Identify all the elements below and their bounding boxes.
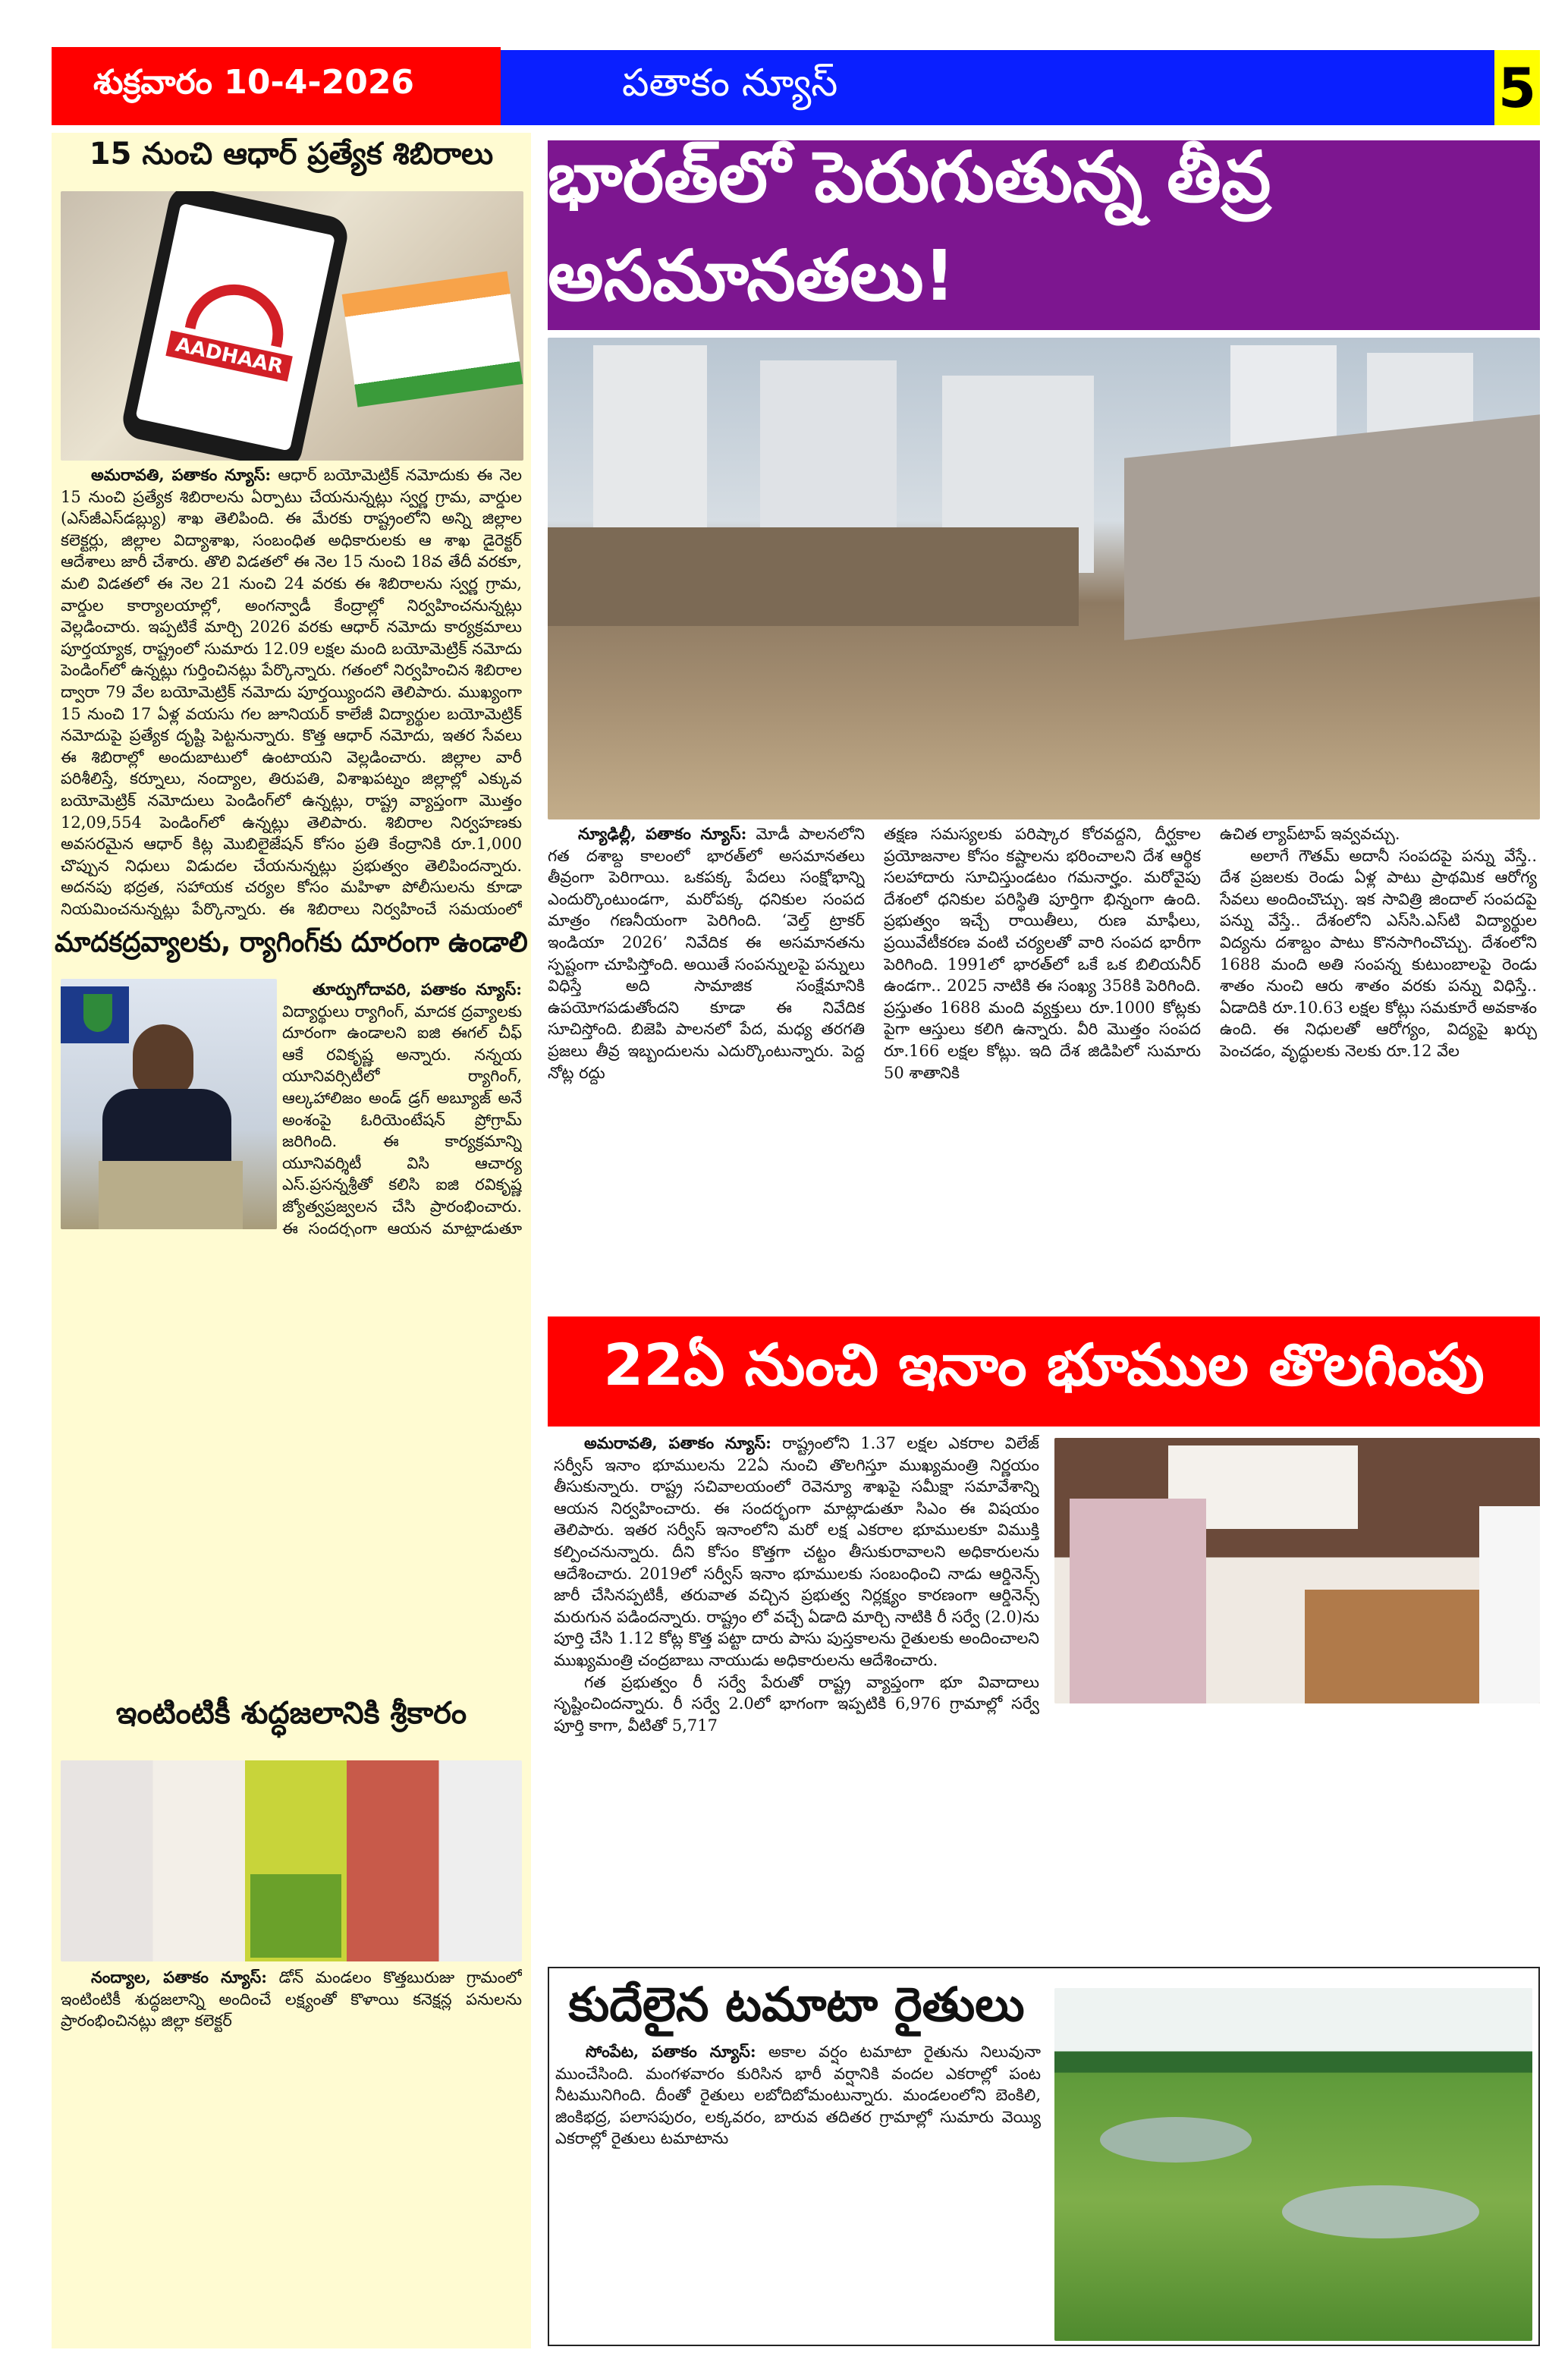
phone-image	[119, 191, 350, 461]
aadhaar-logo-text: AADHAAR	[165, 331, 292, 382]
ragging-headline-text: మాదకద్రవ్యాలకు, ర్యాగింగ్‌కు దూరంగా ఉండాలి	[55, 926, 528, 958]
ragging-headline	[55, 926, 528, 968]
aadhaar-photo	[61, 191, 523, 461]
page-number	[1494, 50, 1540, 125]
inam-text-2: గత ప్రభుత్వం రీ సర్వే పేరుతో రాష్ట్ర వ్యాప్తంగా భూ వివాదాలు సృష్టించిందన్నారు. రీ సర్వే 2.0లో భాగంగా ఇప్పటికి 6,976 గ్రామాల్లో సర్వే పూర్తి కాగా, వీటితో 5,717	[554, 1672, 1039, 1735]
puja-setup	[250, 1874, 341, 1958]
police-emblem-icon	[83, 994, 112, 1032]
page-number-text: 5	[1497, 55, 1537, 120]
aadhaar-card-image	[342, 271, 523, 407]
chief-minister	[1479, 1506, 1540, 1703]
inequality-headline	[548, 137, 1540, 330]
aadhaar-body	[61, 464, 522, 920]
masthead-title	[501, 50, 1494, 125]
inequality-headline-text: భారత్‌లో పెరుగుతున్న తీవ్ర అసమానతలు!	[548, 137, 1271, 316]
tomato-dateline: సోంపేట, పతాకం న్యూస్:	[586, 2042, 756, 2061]
inam-dateline: అమరావతి, పతాకం న్యూస్:	[584, 1433, 771, 1452]
ragging-text: విద్యార్థులు ర్యాగింగ్, మాదక ద్రవ్యాలకు దూరంగా ఉండాలని ఐజి ఈగల్ చీఫ్ ఆకే రవికృష్ణ అన్నారు. నన్నయ యూనివర్సిటీలో ర్యాగింగ్, ఆల్కహాలిజం అండ్ డ్రగ్ అబ్యూజ్ అనే అంశంపై ఓరియెంటేషన్ ప్రోగ్రామ్ జరిగింది. ఈ కార్యక్రమాన్ని యూనివర్శిటీ విసి ఆచార్య ఎస్.ప్రసన్నశ్రీతో కలిసి ఐజి రవికృష్ణ జ్యోత్వప్రజ్వలన చేసి ప్రారంభించారు. ఈ సందర్భంగా ఆయన మాట్లాడుతూ	[282, 1002, 522, 1237]
slum-huts	[548, 527, 1079, 626]
date-text: శుక్రవారం 10-4-2026	[93, 62, 415, 102]
water-text: డోన్ మండలం కొత్తబురుజు గ్రామంలో ఇంటింటికీ శుద్ధజలాన్ని అందించే లక్ష్యంతో కొళాయి కనెక్షన్ల పనులను ప్రారంభించినట్లు జిల్లా కలెక్టర్	[61, 1968, 522, 2031]
inequality-col-3	[1220, 823, 1537, 1309]
tomato-headline-text: కుదేలైన టమాటా రైతులు	[568, 1977, 1025, 2032]
aadhaar-headline	[55, 137, 528, 182]
tomato-body	[555, 2041, 1041, 2341]
inequality-text-3a: ఉచిత ల్యాప్‌టాప్ ఇవ్వవచ్చు.	[1220, 825, 1400, 843]
speaker-head	[133, 1024, 193, 1096]
water-body	[61, 1967, 522, 2346]
ragging-dateline: తూర్పుగోదావరి, పతాకం న్యూస్:	[313, 980, 522, 999]
water-dateline: నంద్యాల, పతాకం న్యూస్:	[91, 1968, 268, 1987]
ragging-photo	[61, 979, 277, 1229]
inequality-photo	[548, 338, 1540, 819]
tin-roof-shelter	[1124, 414, 1540, 640]
podium	[99, 1161, 243, 1229]
water-headline	[55, 1696, 528, 1741]
inequality-text-2: తక్షణ సమస్యలకు పరిష్కార కోరవద్దని, దీర్ఘకాల ప్రయోజనాల కోసం కష్టాలను భరించాలని దేశ ఆర్థిక సలహాదారు సూచిస్తుండటం గమనార్హం. మరోవైపు దేశంలో ధనికుల పరిస్థితి పూర్తిగా భిన్నంగా ఉంది. ప్రభుత్వం ఇచ్చే రాయితీలు, రుణ మాఫీలు, ప్రయివేటీకరణ వంటి చర్యలతో వారి సంపద భారీగా పెరిగింది. 1991లో భారత్‌లో ఒకే ఒక బిలియనీర్ ఉండగా.. 2025 నాటికి ఈ సంఖ్య 358కి పెరిగింది. ప్రస్తుతం 1688 మంది వ్యక్తులు రూ.1000 కోట్లకు పైగా ఆస్తులు కలిగి ఉన్నారు. వీరి మొత్తం సంపద రూ.166 లక్షల కోట్లు. ఇది దేశ జిడిపిలో సుమారు 50 శాతానికి	[884, 825, 1201, 1082]
ragging-body-side	[282, 979, 522, 1237]
flood-water	[1100, 2117, 1252, 2163]
inam-text-1: రాష్ట్రంలోని 1.37 లక్షల ఎకరాల విలేజ్ సర్వీస్ ఇనాం భూములను 22ఏ నుంచి తొలగిస్తూ ముఖ్యమంత్రి నిర్ణయం తీసుకున్నారు. రాష్ట్ర సచివాలయంలో రెవెన్యూ శాఖపై సమీక్షా సమావేశాన్ని ఆయన నిర్వహించారు. ఈ సందర్భంగా మాట్లాడుతూ సిఎం ఈ విషయం తెలిపారు. ఇతర సర్వీస్ ఇనాంలోని మరో లక్ష ఎకరాల భూములకూ విముక్తి కల్పించనున్నారు. దీని కోసం కొత్తగా చట్టం తీసుకురావాలని అధికారులను ఆదేశించారు. 2019లో సర్వీస్ ఇనాం భూములకు సంబంధించి నాడు ఆర్డినెన్స్ జారీ చేసినప్పటికీ, తరువాత వచ్చిన ప్రభుత్వ నిర్లక్ష్యం కారణంగా ఆర్డినెన్స్ మరుగున పడిందన్నారు. రాష్ట్రం లో వచ్చే ఏడాది మార్చి నాటికి రీ సర్వే (2.0)ను పూర్తి చేసి 1.12 కోట్ల కొత్త పట్టా దారు పాసు పుస్తకాలను రైతులకు అందించాలని ముఖ్యమంత్రి చంద్రబాబు నాయుడు అధికారులను ఆదేశించారు.	[554, 1434, 1039, 1669]
aadhaar-logo	[135, 203, 335, 451]
inequality-dateline: న్యూఢిల్లీ, పతాకం న్యూస్:	[578, 824, 747, 843]
masthead-date	[52, 47, 501, 125]
paper-name: పతాకం న్యూస్	[622, 61, 838, 105]
flood-water	[1282, 2185, 1479, 2238]
inam-meeting-photo	[1054, 1438, 1540, 1703]
inequality-text-3b: అలాగే గౌతమ్ అదానీ సంపదపై పన్ను వేస్తే.. దేశ ప్రజలకు రెండు ఏళ్ల పాటు ప్రాథమిక ఆరోగ్య సేవలు అందించొచ్చు. ఇక సావిత్రి జిందాల్ సంపదపై పన్ను వేస్తే.. దేశంలోని ఎస్‌సి.ఎస్‌టి విద్యార్థుల విద్యను దశాబ్దం పాటు కొనసాగించొచ్చు. దేశంలోని 1688 మంది అతి సంపన్న కుటుంబాలపై రెండు శాతం నుంచి ఆరు శాతం వరకు పన్ను విధిస్తే.. ఏడాదికి రూ.10.63 లక్షల కోట్లు సమకూరే అవకాశం ఉంది. ఈ నిధులతో ఆరోగ్యం, విద్యపై ఖర్చు పెంచడం, వృద్ధులకు నెలకు రూ.12 వేల	[1220, 846, 1537, 1060]
aadhaar-dateline: అమరావతి, పతాకం న్యూస్:	[91, 465, 272, 484]
tomato-headline	[554, 1977, 1039, 2037]
inam-headline	[548, 1316, 1540, 1427]
inequality-col-2	[884, 823, 1201, 1309]
officials	[1070, 1499, 1206, 1703]
inequality-text-1: మోడీ పాలనలోని గత దశాబ్ద కాలంలో భారత్‌లో అసమానతలు తీవ్రంగా పెరిగాయి. ఒకపక్క పేదలు సంక్షోభాన్ని ఎందుర్కొంటుండగా, మరోపక్క ధనికుల సంపద మాత్రం గణనీయంగా పెరిగింది. ‘వెల్త్ ట్రాకర్ ఇండియా 2026’ నివేదిక ఈ అసమానతను స్పష్టంగా చూపిస్తోంది. అయితే సంపన్నులపై పన్నులు విధిస్తే అది సామాజిక సంక్షేమానికి ఉపయోగపడుతోందని కూడా ఈ నివేదిక సూచిస్తోంది. బిజెపి పాలనలో పేద, మధ్య తరగతి ప్రజలు తీవ్ర ఇబ్బందులను ఎదుర్కొంటున్నారు. పెద్ద నోట్ల రద్దు	[548, 825, 865, 1082]
inequality-col-1	[548, 823, 865, 1309]
tomato-text: అకాల వర్షం టమాటా రైతును నిలువునా ముంచేసింది. మంగళవారం కురిసిన భారీ వర్షానికి వందల ఎకరాల్లో పంట నీటమునిగింది. దీంతో రైతులు లబోదిబోమంటున్నారు. మండలంలోని బెంకిలి, జింకిభద్ర, పలాసపురం, లక్కవరం, బారువ తదితర గ్రామాల్లో సుమారు వెయ్యి ఎకరాల్లో రైతులు టమాటాను	[555, 2043, 1041, 2148]
inam-headline-text: 22ఏ నుంచి ఇనాం భూముల తొలగింపు	[603, 1330, 1485, 1398]
aadhaar-text: ఆధార్ బయోమెట్రిక్ నమోదుకు ఈ నెల 15 నుంచి ప్రత్యేక శిబిరాలను ఏర్పాటు చేయనున్నట్లు స్వర్ణ గ్రామ, వార్డుల (ఎస్‌జీఎస్‌డబ్ల్యు) శాఖ తెలిపింది. ఈ మేరకు రాష్ట్రంలోని అన్ని జిల్లాల కలెక్టర్లు, జిల్లాల విద్యాశాఖ, సంబంధిత అధికారులకు ఆ శాఖ డైరెక్టర్ ఆదేశాలు జారీ చేశారు. తొలి విడతలో ఈ నెల 15 నుంచి 18వ తేదీ వరకూ, మలి విడతలో ఈ నెల 21 నుంచి 24 వరకు ఈ శిబిరాలను స్వర్ణ గ్రామ, వార్డుల కార్యాలయాల్లో, అంగన్వాడీ కేంద్రాల్లో నిర్వహించనున్నట్లు వెల్లడించారు. ఇప్పటికే మార్చి 2026 వరకు ఆధార్ నమోదు కార్యక్రమాలు పూర్తయ్యాక, రాష్ట్రంలో సుమారు 12.09 లక్షల మంది బయోమెట్రిక్ నమోదు పెండింగ్‌లో ఉన్నట్లు గుర్తించినట్లు పేర్కొన్నారు. గతంలో నిర్వహించిన శిబిరాల ద్వారా 79 వేల బయోమెట్రిక్ నమోదు పూర్తయ్యిందని తెలిపారు. ముఖ్యంగా 15 నుంచి 17 ఏళ్ల వయసు గల జూనియర్ కాలేజీ విద్యార్థుల బయోమెట్రిక్ నమోదుపై ప్రత్యేక దృష్టి పెట్టనున్నారు. కొత్త ఆధార్ నమోదు, ఇతర సేవలు ఈ శిబిరాల్లో అందుబాటులో ఉంటాయని వెల్లడించారు. జిల్లాల వారీ పరిశీలిస్తే, కర్నూలు, నంద్యాల, తిరుపతి, విశాఖపట్నం జిల్లాల్లో ఎక్కువ బయోమెట్రిక్ నమోదులు పెండింగ్‌లో ఉన్నట్లు, రాష్ట్ర వ్యాప్తంగా మొత్తం 12,09,554 పెండింగ్‌లో ఉన్నట్లు తెలిపారు. శిబిరాల నిర్వహణకు అవసరమైన ఆధార్ కిట్ల మొబిలైజేషన్ కోసం ప్రతి కేంద్రానికి రూ.1,000 చొప్పున నిధులు విడుదల చేయనున్నట్లు ప్రభుత్వం తెలిపిందన్నారు. అదనపు భద్రత, సహాయక చర్యల కోసం మహిళా పోలీసులను కూడా నియమించనున్నట్లు పేర్కొన్నారు. ఈ శిబిరాలు నిర్వహించే సమయంలో	[61, 466, 522, 918]
aadhaar-headline-text: 15 నుంచి ఆధార్ ప్రత్యేక శిబిరాలు	[89, 137, 494, 171]
flooded-field-photo	[1054, 1988, 1532, 2341]
water-photo	[61, 1760, 522, 1961]
water-headline-text: ఇంటింటికీ శుద్ధజలానికి శ్రీకారం	[115, 1696, 467, 1731]
inam-body	[554, 1433, 1039, 1933]
